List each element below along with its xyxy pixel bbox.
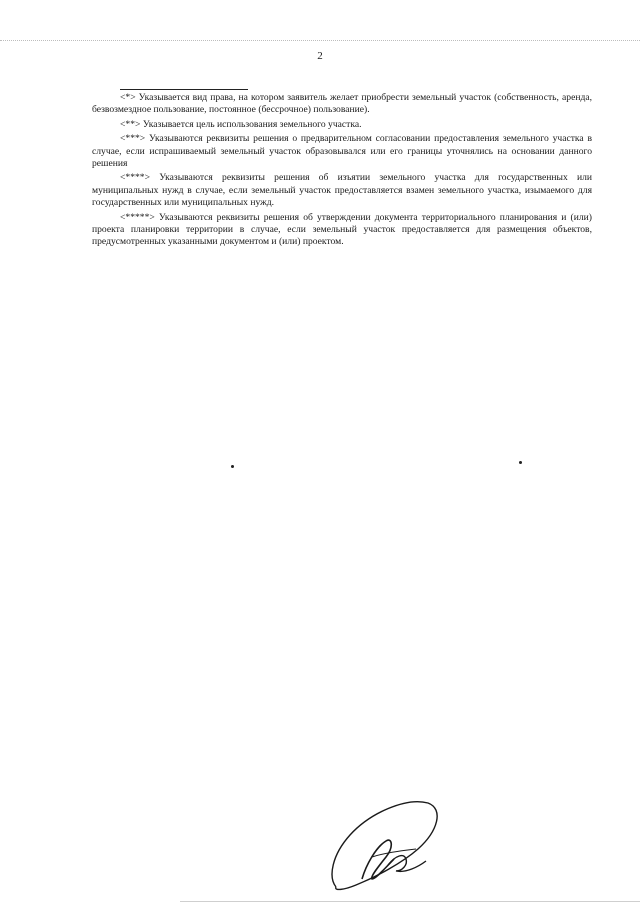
footnote-4: <****> Указываются реквизиты решения об изъятии земельного участка для государственных или муниципальных нужд в случае, если земельный участок предоставляется взамен земельного участка, изымаемого для государственных или муниципальных нужд. xyxy=(92,172,592,209)
footnote-3: <***> Указываются реквизиты решения о предварительном согласовании предоставления земельного участка в случае, если испрашиваемый земельный участок образовывался или его границы уточнялись на основании данного решения xyxy=(92,133,592,170)
signature xyxy=(326,795,444,897)
scan-speck xyxy=(231,465,234,468)
scan-edge-top xyxy=(0,40,640,41)
footnote-1: <*> Указывается вид права, на котором заявитель желает приобрести земельный участок (собственность, аренда, безвозмездное пользование, постоянное (бессрочное) пользование). xyxy=(92,92,592,116)
footnote-separator xyxy=(120,89,248,90)
footnote-5: <*****> Указываются реквизиты решения об утверждении документа территориального планирования и (или) проекта планировки территории в случае, если земельный участок предоставляется для размещения объектов, предусмотренных указанными документом и (или) проектом. xyxy=(92,211,592,248)
footnote-2: <**> Указывается цель использования земельного участка. xyxy=(120,118,362,130)
scan-edge-bottom xyxy=(180,901,640,902)
footnotes-block xyxy=(92,92,592,251)
page-number: 2 xyxy=(317,50,323,62)
scan-speck xyxy=(519,461,522,464)
